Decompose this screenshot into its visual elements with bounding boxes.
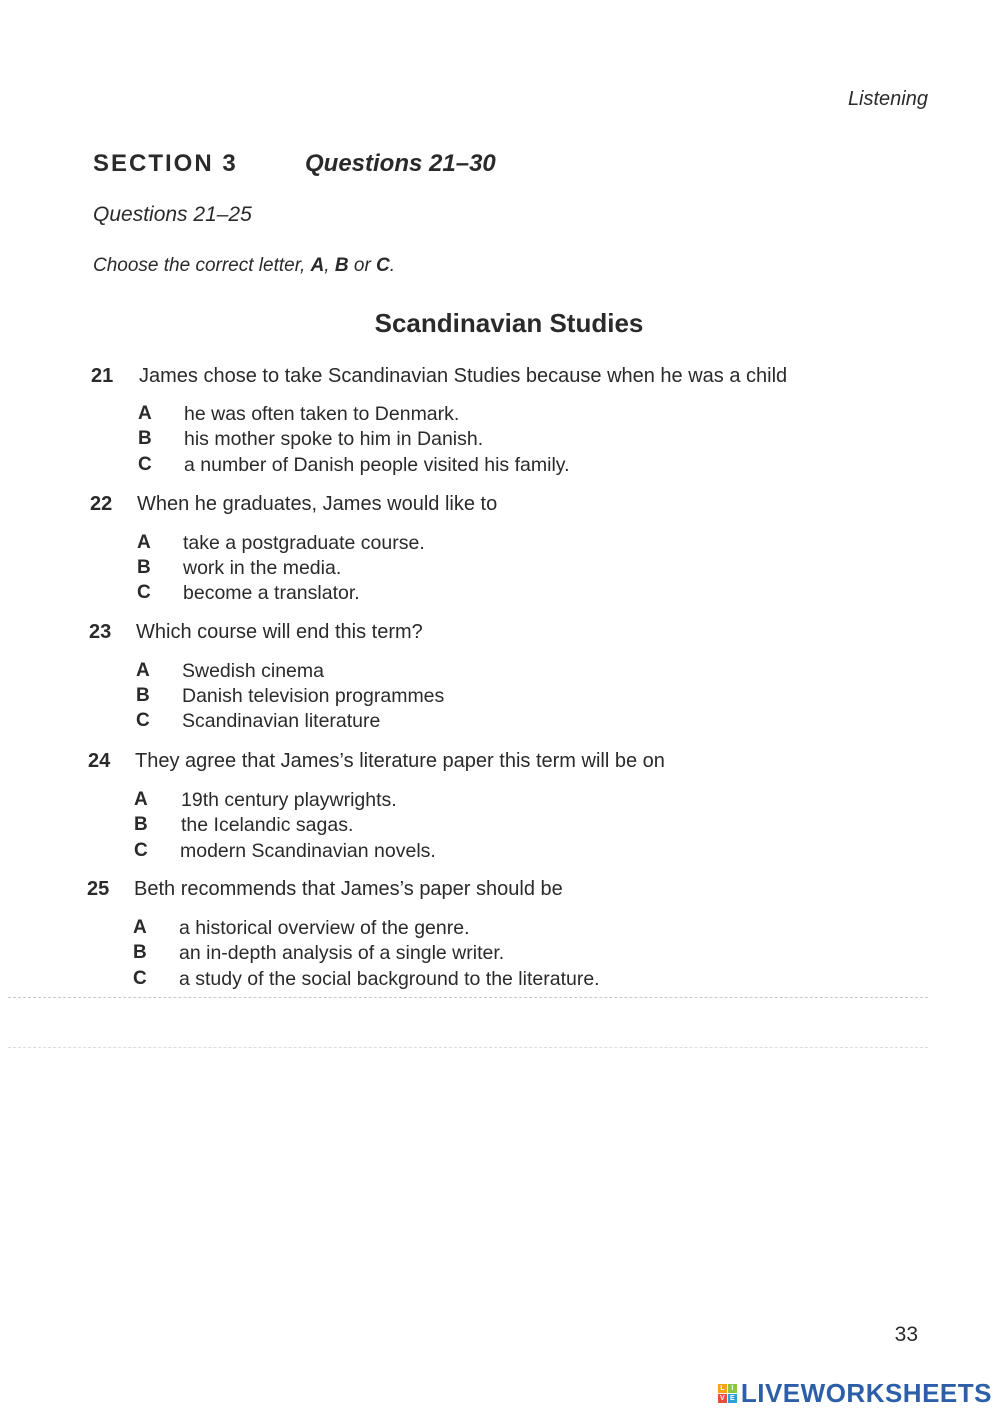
question-number: 23 — [89, 621, 112, 643]
section-questions: Questions 21–30 — [305, 150, 496, 177]
question-text: When he graduates, James would like to — [137, 493, 498, 515]
logo-tile: E — [728, 1394, 737, 1403]
option-letter: A — [134, 789, 148, 810]
option-text: take a postgraduate course. — [183, 532, 425, 554]
liveworksheets-logo-icon — [718, 1384, 737, 1403]
question-text: They agree that James’s literature paper this term will be on — [135, 750, 665, 772]
question-number: 24 — [88, 750, 111, 772]
instruction-sep: or — [348, 255, 377, 276]
liveworksheets-logo[interactable] — [718, 1377, 992, 1408]
instruction-letter-a: A — [310, 255, 325, 276]
option-letter: A — [138, 403, 152, 424]
option-text: 19th century playwrights. — [181, 789, 397, 811]
dotted-divider — [8, 997, 928, 998]
option-text: a number of Danish people visited his family. — [184, 454, 570, 476]
liveworksheets-logo-text: LIVEWORKSHEETS — [740, 1377, 992, 1408]
option-letter: C — [134, 840, 148, 861]
option-text: work in the media. — [183, 557, 342, 579]
questions-subhead: Questions 21–25 — [93, 203, 252, 226]
option-letter: C — [137, 582, 151, 603]
question-text: James chose to take Scandinavian Studies because when he was a child — [139, 365, 788, 387]
option-text: Danish television programmes — [182, 685, 445, 707]
option-text: modern Scandinavian novels. — [180, 840, 436, 862]
option-text: Swedish cinema — [182, 660, 324, 682]
option-letter: B — [138, 428, 152, 449]
instruction-letter-c: C — [376, 255, 390, 276]
option-text: Scandinavian literature — [182, 710, 381, 732]
instruction — [93, 255, 395, 277]
instruction-prefix: Choose the correct letter, — [93, 255, 311, 276]
logo-tile: L — [718, 1384, 727, 1393]
option-letter: A — [137, 532, 151, 553]
option-letter: B — [133, 942, 147, 963]
option-text: he was often taken to Denmark. — [184, 403, 460, 425]
question-number: 22 — [90, 493, 113, 515]
option-text: a historical overview of the genre. — [179, 917, 470, 939]
logo-tile: V — [718, 1394, 727, 1403]
section-label: SECTION 3 — [93, 150, 238, 177]
worksheet-title: Scandinavian Studies — [374, 308, 644, 338]
option-letter: B — [137, 557, 151, 578]
option-text: a study of the social background to the literature. — [179, 968, 600, 990]
option-letter: A — [133, 917, 147, 938]
dotted-divider — [8, 1047, 928, 1048]
running-head: Listening — [847, 88, 928, 110]
option-letter: C — [138, 454, 152, 475]
option-text: his mother spoke to him in Danish. — [184, 428, 484, 450]
option-letter: C — [136, 710, 150, 731]
question-text: Beth recommends that James’s paper should be — [134, 878, 563, 900]
logo-tile: I — [728, 1384, 737, 1393]
option-letter: B — [134, 814, 148, 835]
option-text: the Icelandic sagas. — [181, 814, 354, 836]
option-text: an in-depth analysis of a single writer. — [179, 942, 505, 964]
question-number: 25 — [87, 878, 110, 900]
instruction-suffix: . — [389, 255, 396, 276]
option-text: become a translator. — [183, 582, 360, 604]
instruction-sep: , — [324, 255, 335, 276]
question-number: 21 — [91, 365, 114, 387]
option-letter: B — [136, 685, 150, 706]
option-letter: C — [133, 968, 147, 989]
page-number: 33 — [894, 1323, 918, 1346]
option-letter: A — [136, 660, 150, 681]
instruction-letter-b: B — [334, 255, 349, 276]
question-text: Which course will end this term? — [136, 621, 423, 643]
